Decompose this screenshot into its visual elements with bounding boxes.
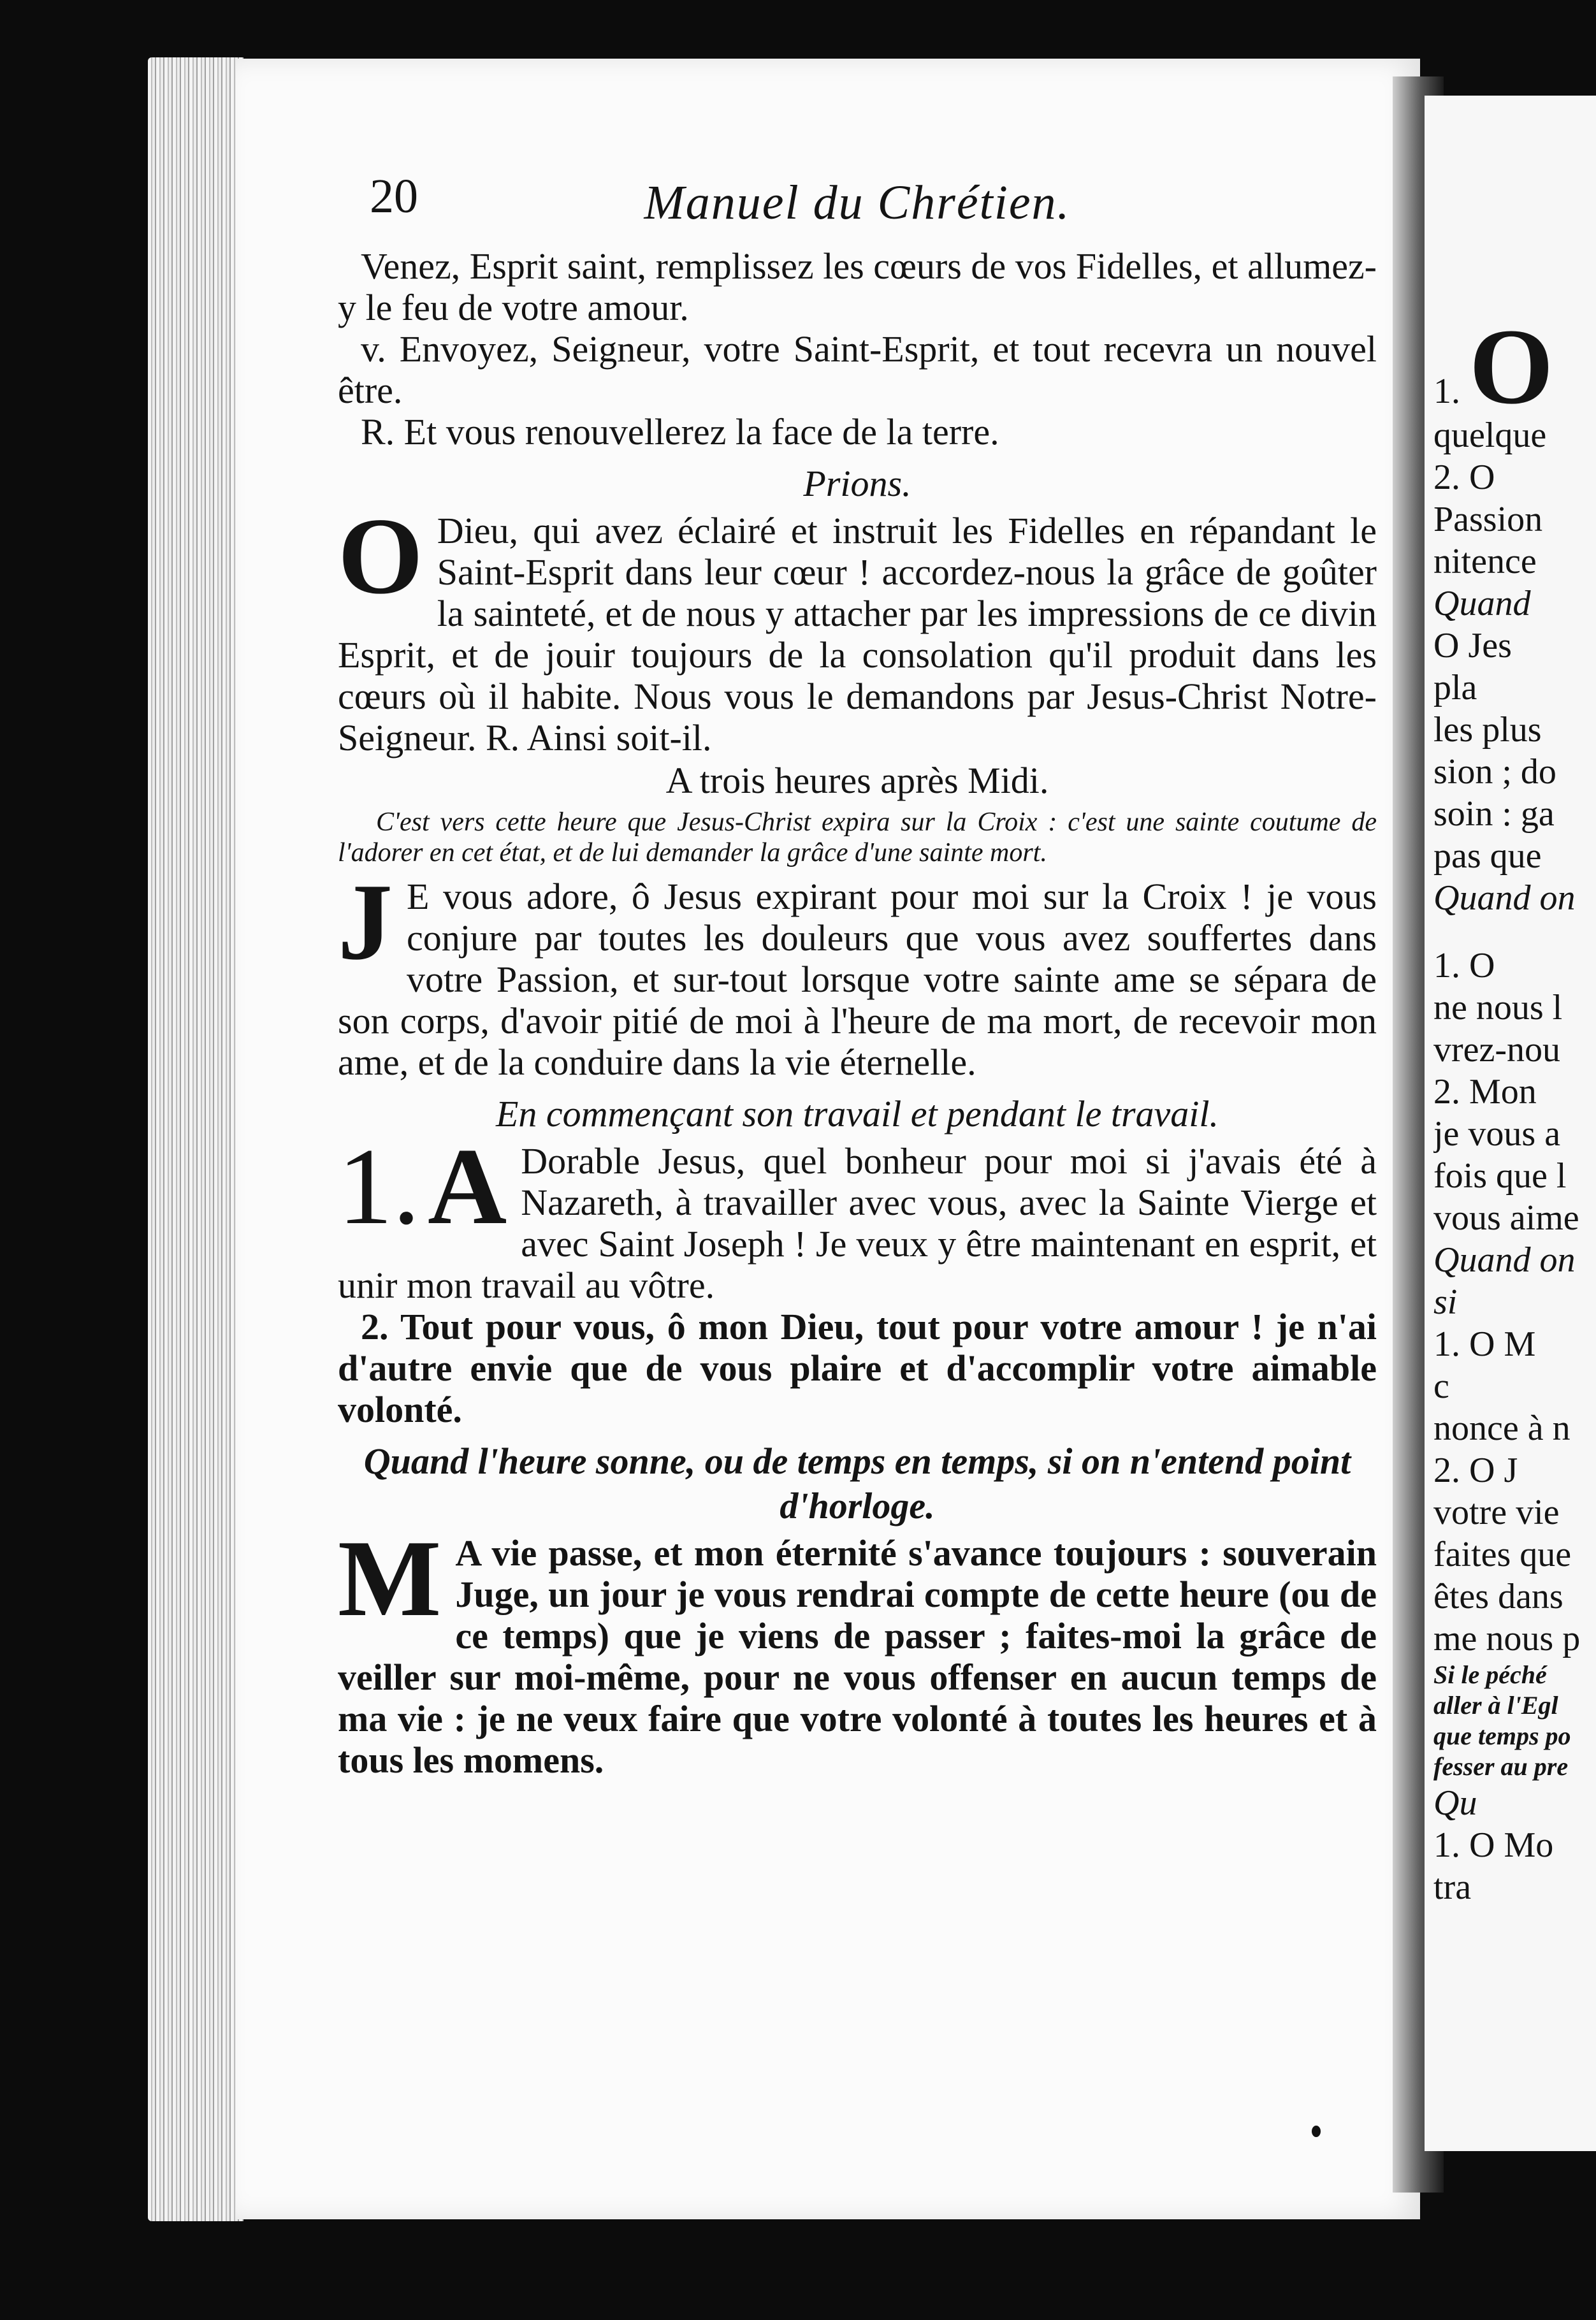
right-line: pla [1433,668,1477,707]
right-line: si [1433,1282,1458,1322]
opening-verse: Venez, Esprit saint, remplissez les cœurs de vos Fidelles, et allumez-y le feu de votre amour. [338,245,1377,328]
right-page-fragment [1433,312,1596,1908]
right-line: que temps po [1433,1722,1571,1750]
prayer-text-2: 2. Tout pour vous, ô mon Dieu, tout pour votre amour ! je n'ai d'autre envie que de vous plaire et d'accomplir votre aimable volonté. [338,1306,1377,1430]
ink-dot [1312,2126,1321,2137]
heure-heading: Quand l'heure sonne, ou de temps en temps, si on n'entend point d'horloge. [363,1440,1351,1526]
right-line: tra [1433,1867,1472,1907]
trois-heures-prayer [338,862,1377,1083]
right-line: fesser au pre [1433,1752,1569,1781]
drop-cap: J [338,862,393,983]
right-line: faites que [1433,1535,1572,1574]
right-line: fois que l [1433,1156,1567,1196]
prayer-text: Dieu, qui avez éclairé et instruit les Fidelles en répandant le Saint-Esprit dans leur cœur ! accordez-nous la grâce de goûter la sainteté, et de nous y attacher par les impressions de ce divin Esprit, et de jouir toujours de la consolation qu'il produit dans les cœurs où il habite. Nous vous le demandons par Jesus-Christ Notre-Seigneur. R. Ainsi soit-il. [338,510,1377,758]
right-line: 2. Mon [1433,1072,1537,1112]
prions-heading: Prions. [803,463,911,504]
prayer-text: E vous adore, ô Jesus expirant pour moi sur la Croix ! je vous conjure par toutes les douleurs que vous avez souffertes dans votre Passion, et sur-tout lorsque votre sainte ame se sépara de son corps, d'avoir pitié de moi à l'heure de ma mort, de recevoir mon ame, et de la conduire dans la vie éternelle. [338,876,1377,1083]
opening-versicle: v. Envoyez, Seigneur, votre Saint-Esprit, et tout recevra un nouvel être. [338,328,1377,411]
prayer-text: Dorable Jesus, quel bonheur pour moi si j'avais été à Nazareth, à travailler avec vous, avec la Sainte Vierge et avec Saint Joseph ! Je veux y être maintenant en esprit, et unir mon travail au vôtre. [338,1140,1377,1306]
right-line: O Jes [1433,626,1512,665]
page-number: 20 [370,170,418,223]
running-head [338,163,1377,245]
right-line: quelque [1433,416,1547,455]
running-title: Manuel du Chrétien. [644,176,1071,229]
trois-heures-rubric: C'est vers cette heure que Jesus-Christ expira sur la Croix : c'est une sainte coutume de l'adorer en cet état, et de lui demander la grâce d'une sainte mort. [338,808,1377,867]
page-edges [148,57,243,2221]
travail-heading: En commençant son travail et pendant le travail. [495,1093,1219,1135]
drop-cap: M [338,1518,442,1639]
right-line: me nous p [1433,1619,1581,1658]
right-line: Passion [1433,500,1543,539]
right-page [1425,96,1596,2151]
drop-cap: 1.A [338,1126,507,1247]
right-line: je vous a [1433,1114,1561,1154]
right-line: Quand [1433,584,1531,623]
right-line: 2. O [1433,458,1495,497]
right-line: 1. O Mo [1433,1825,1554,1865]
right-line: ne nous l [1433,988,1563,1027]
right-line: Quand on [1433,1240,1576,1280]
right-line: 1. [1433,372,1469,411]
right-line: les plus [1433,710,1542,750]
right-line: Si le péché [1433,1660,1547,1689]
prayer-text: A vie passe, et mon éternité s'avance toujours : souverain Juge, un jour je vous rendrai compte de cette heure (ou de ce temps) que je viens de passer ; faites-moi la grâce de veiller sur moi-même, pour ne vous offenser en aucun temps de ma vie : je ne veux faire que votre volonté à toutes les heures et à tous les momens. [338,1532,1377,1781]
right-line: sion ; do [1433,752,1556,792]
left-page-content [338,163,1377,1781]
right-line: votre vie [1433,1493,1560,1532]
right-line: êtes dans [1433,1577,1563,1616]
heure-prayer [338,1518,1377,1781]
right-line: 1. O [1433,946,1495,985]
right-line: soin : ga [1433,794,1555,834]
opening-response: R. Et vous renouvellerez la face de la terre. [361,411,999,453]
right-drop-cap: O [1469,312,1554,426]
drop-cap: O [338,496,423,617]
prayer-number: 1. [338,1126,420,1247]
travail-prayer [338,1126,1377,1306]
right-line: pas que [1433,836,1542,876]
right-line: c [1433,1367,1449,1406]
prions-prayer [338,496,1377,758]
right-line: nonce à n [1433,1409,1571,1448]
right-line: aller à l'Egl [1433,1691,1558,1720]
right-line: Quand on [1433,878,1576,918]
right-line: 2. O J [1433,1451,1518,1490]
right-line: vous aime [1433,1198,1579,1238]
right-line: 1. O M [1433,1324,1536,1364]
right-line: vrez-nou [1433,1030,1561,1069]
right-line: nitence [1433,542,1537,581]
right-line: Qu [1433,1783,1477,1823]
trois-heures-heading: A trois heures après Midi. [665,760,1049,801]
